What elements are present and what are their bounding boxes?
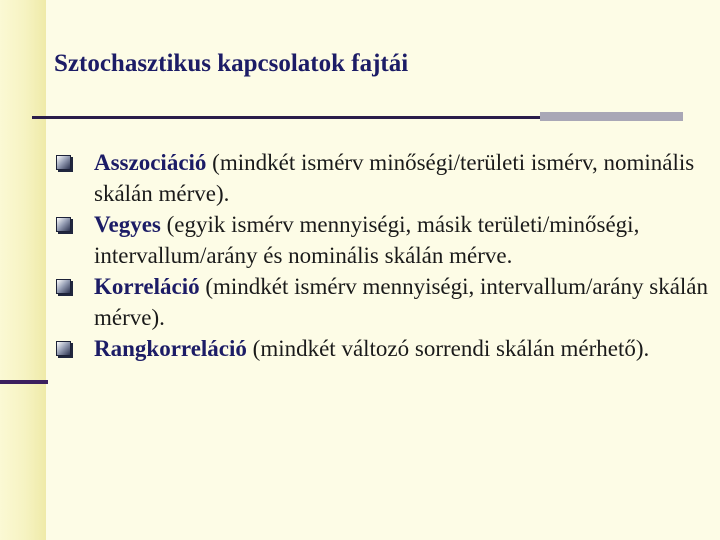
bullet-item-korrelacio (54, 271, 714, 333)
title-divider (32, 116, 540, 119)
left-accent-rule (0, 380, 48, 384)
bullet-text: (egyik ismérv mennyiségi, másik területi/minőségi, intervallum/arány és nominális skálán mérve. (94, 212, 640, 268)
slide-title: Sztochasztikus kapcsolatok fajtái (54, 50, 409, 77)
bullet-text: (mindkét változó sorrendi skálán mérhető). (252, 336, 650, 361)
bullet-item-asszociacio (54, 147, 714, 209)
bullet-term: Vegyes (94, 212, 161, 237)
left-decorative-band (0, 0, 46, 540)
bullet-text: (mindkét ismérv minőségi/területi ismérv, nominális skálán mérve). (94, 150, 695, 206)
title-divider-accent (540, 112, 683, 121)
square-bullet-icon (56, 217, 71, 232)
bullet-item-vegyes (54, 209, 714, 271)
bullet-term: Korreláció (94, 274, 200, 299)
square-bullet-icon (56, 155, 71, 170)
bullet-term: Rangkorreláció (94, 336, 247, 361)
bullet-term: Asszociáció (94, 150, 207, 175)
bullet-item-rangkorrelacio (54, 333, 714, 364)
bullet-list (54, 147, 714, 364)
square-bullet-icon (56, 279, 71, 294)
bullet-text: (mindkét ismérv mennyiségi, intervallum/arány skálán mérve). (94, 274, 709, 330)
square-bullet-icon (56, 341, 71, 356)
